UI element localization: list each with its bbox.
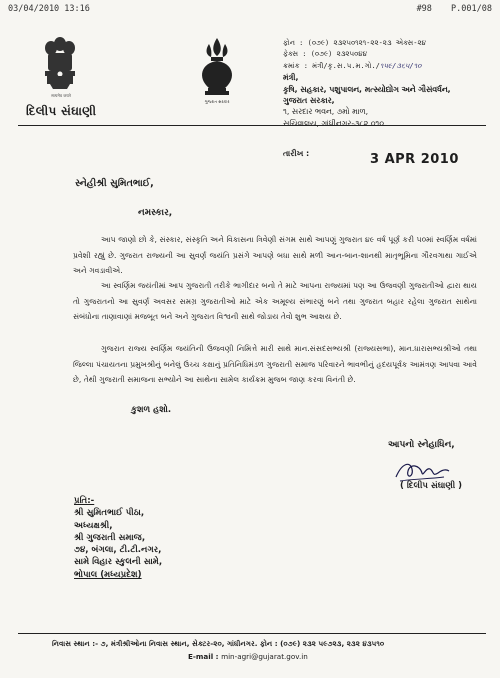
greeting: નમસ્કાર, [138,208,173,218]
recipient-line: ૭૪, બંગલા, ટી.ટી.નગર, [74,545,162,556]
emblem-motto: सत्यमेव जयते [51,93,71,98]
address-line-1: ૧, સરદાર ભવન, ૭મો માળ, [283,107,369,117]
regards: આપનો સ્નેહાધિન, [388,440,455,450]
paragraph-1: આપ જાણો છો કે, સંસ્કાર, સંસ્કૃતિ અને વિકાસના ત્રિવેણી સંગમ સાથે આપણું ગુજરાત ૪૯ વર્ષ પૂર્ણ કરી ૫૦માં સ્વર્ણિમ વર્ષમાં પ્રવેશી રહ્યું છે. ગુજરાત રાજ્યની આ સુવર્ણ જયંતિ પ્રસંગે આપણે બધા સાથે મળી આન-બાન-શાનથી માતૃભૂમિના ગૌરવગાથા ગાઈએ અને ગવડાવીએ. [73,235,477,275]
letterhead-address [283,38,488,129]
recipient-line: શ્રી સુમિતભાઈ પીઠા, [74,508,145,519]
address-line-2: સચિવાલય, ગાંધીનગર-૩૮૨ ૦૧૦. [283,118,387,128]
recipient-line: સામે વિહાર સ્કુલની સામે, [74,557,163,568]
residence-address: નિવાસ સ્થાન :- ૭, મંત્રીશ્રીઓના નિવાસ સ્થાન, સેક્ટર-૨૦, ગાંધીનગર. ફોન : (૦૭૯) ૨૩૨ ૫૯૭૨૩, ૨૩૨ ૪૩૫૧૦ [52,639,385,648]
date-stamp: 3 APR 2010 [370,152,459,167]
fax-number: #98 [416,4,432,14]
recipient-city: ભોપાલ (મધ્યપ્રદેશ) [74,569,142,580]
gujarat-emblem-caption: ગુજરાત સરકાર [204,99,230,104]
paragraph-2: આ સ્વર્ણિમ જયંતીમાં આપ ગુજરાતી તરીકે ભાગીદાર બનો તે માટે આપના રાજ્યમાં પણ આ ઉજવણી ગુજરાતીઓ દ્વારા થાય તો ગુજરાતનો આ સુવર્ણ અવસર સમગ્ર ગુજરાતીઓ માટે એક અમૂલ્ય સંભારણું બને તથા ગુજરાત બહાર રહેલા ગુજરાત સાથેના સંબંધોના તાણાવાણાં મજબૂત બને અને ગુજરાત વિશ્વની સાથે જોડાય તેવો શુભ આશય છે. [73,281,477,321]
national-emblem-icon [38,34,82,92]
closing-line: કુશળ હશો. [131,405,172,415]
recipient-block [74,495,162,581]
signer-name: ( દિલીપ સંઘાણી ) [400,481,463,491]
email-label: E-mail : [188,652,219,661]
reference-handwritten: ૧૫૯/૩૬૫/૧૦ [379,61,422,70]
paragraph-3: ગુજરાત રાજ્ય સ્વર્ણિમ જયંતિની ઉજવણી નિમિત્તે મારી સાથે માન.સંસદસભ્યશ્રી (રાજ્યસભા), માન.ધારાસભ્યશ્રીઓ તથા જિલ્લા પંચાયતના પ્રમુખશ્રીનું બનેલું ઉચ્ચ કક્ષાનું પ્રતિનિધિમંડળ ગુજરાતી સમાજ પરિવારને ભાવભીનું હૃદયપૂર્વક આમંત્રણ આપવા આવે છે, તેથી ગુજરાતી સમાજના સભ્યોને આ સાથેના સામેલ કાર્યક્રમ મુજબ જાણ કરવા વિનંતી છે. [73,344,477,384]
reference-number [283,61,488,72]
salutation: સ્નેહીશ્રી સુમિતભાઈ, [75,178,154,189]
fax-timestamp: 03/04/2010 13:16 [8,4,90,14]
fax-page: P.001/08 [451,4,492,14]
email-line [188,652,308,661]
recipient-line: શ્રી ગુજરાતી સમાજ, [74,532,146,543]
footer-divider [18,633,486,634]
departments: કૃષિ, સહકાર, પશુપાલન, મત્સ્યોદ્યોગ અને ગૌસંવર્ધન, [283,84,451,94]
date-label: તારીખ : [283,149,310,158]
phone-line: ફોન : (૦૭૯) ૨૩૨૫૦૧૨૧-૨૨-૨૩ એક્સ-૨૪ [283,39,426,47]
header-divider [18,125,486,126]
gujarat-emblem-icon [193,36,241,98]
recipient-line: અધ્યક્ષશ્રી, [74,520,113,531]
minister-name-heading: દિલીપ સંઘાણી [26,104,97,118]
fax-line: ફેક્સ : (૦૭૯) ૨૩૨૫૦૪૪ [283,50,367,59]
designation: મંત્રી, [283,73,299,83]
fax-page-info [403,4,492,14]
email-address: min-agri@gujarat.gov.in [221,652,308,661]
reference-prefix: ક્રમાંક : મંત્રી/કૃ.સ.પ.મ.ગો./ [283,61,380,70]
government: ગુજરાત સરકાર, [283,96,335,106]
fax-header [8,4,492,16]
recipient-label: પ્રતિ:- [74,496,95,506]
